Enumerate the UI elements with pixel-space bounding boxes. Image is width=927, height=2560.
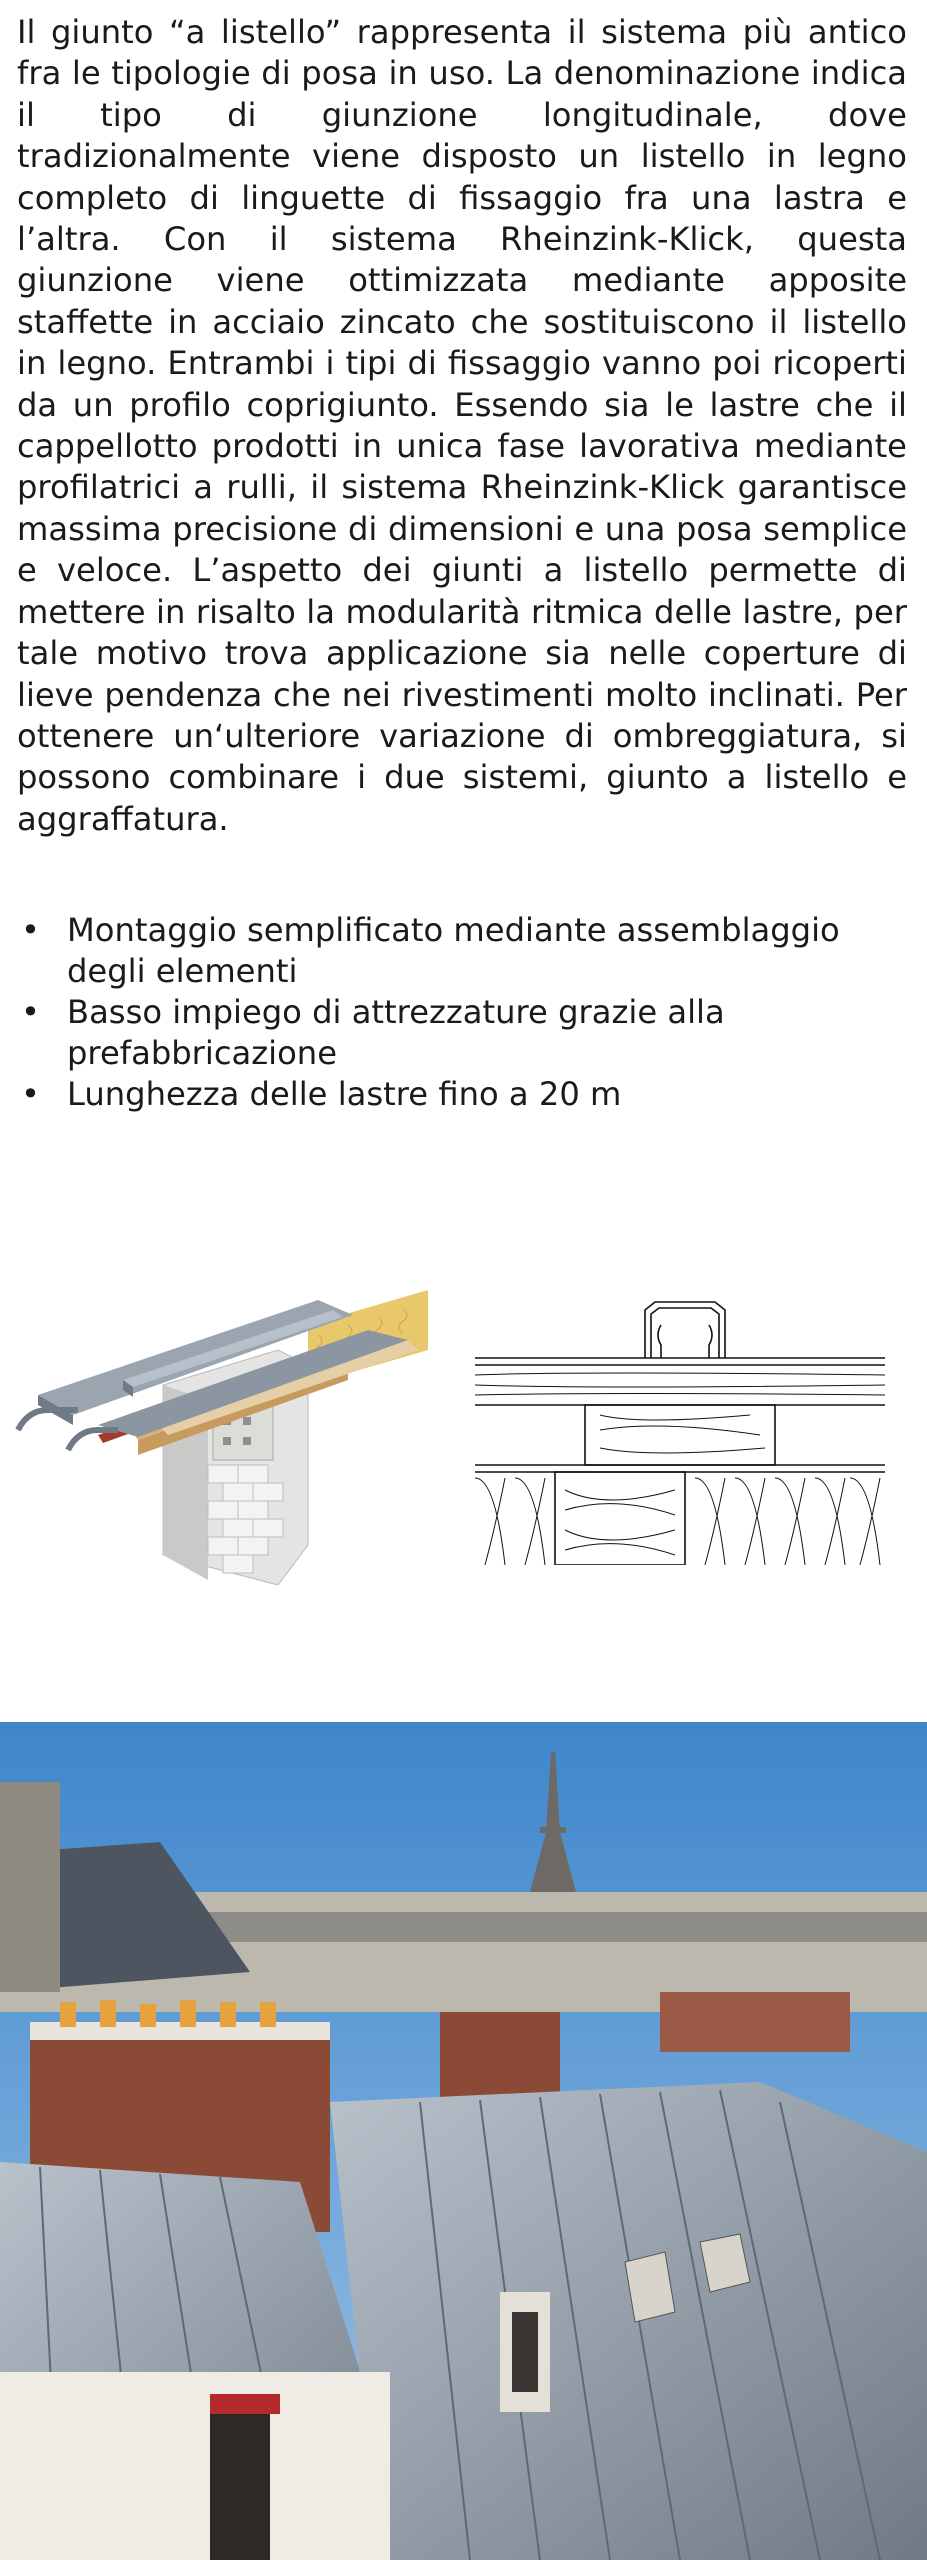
- list-item-text: Lunghezza delle lastre fino a 20 m: [67, 1075, 622, 1113]
- bullet-icon: •: [21, 1075, 40, 1113]
- bullet-icon: •: [21, 993, 40, 1031]
- list-item: [17, 1074, 907, 1115]
- list-item: [17, 910, 907, 992]
- list-item: [17, 992, 907, 1074]
- list-item-text: Basso impiego di attrezzature grazie alla prefabbricazione: [67, 993, 725, 1072]
- list-item-text: Montaggio semplificato mediante assemblaggio degli elementi: [67, 911, 840, 990]
- feature-list: [17, 910, 907, 1115]
- paris-rooftops-photo: [0, 1722, 927, 2560]
- batten-seam-section-drawing: [475, 1300, 885, 1565]
- roof-cutaway-illustration: [8, 1255, 448, 1585]
- bullet-icon: •: [21, 911, 40, 949]
- body-paragraph: Il giunto “a listello” rappresenta il sistema più antico fra le tipologie di posa in uso. La denominazione indica il tipo di giunzione longitudinale, dove tradizionalmente viene disposto un listello in legno completo di linguette di fissaggio fra una lastra e l’altra. Con il sistema Rheinzink-Klick, questa giunzione viene ottimizzata mediante apposite staffette in acciaio zincato che sostituiscono il listello in legno. Entrambi i tipi di fissaggio vanno poi ricoperti da un profilo coprigiunto. Essendo sia le lastre che il cappellotto prodotti in unica fase lavorativa mediante profilatrici a rulli, il sistema Rheinzink-Klick garantisce massima precisione di dimensioni e una posa semplice e veloce. L’aspetto dei giunti a listello permette di mettere in risalto la modularità ritmica delle lastre, per tale motivo trova applicazione sia nelle coperture di lieve pendenza che nei rivestimenti molto inclinati. Per ottenere un‘ulteriore variazione di ombreggiatura, si possono combinare i due sistemi, giunto a listello e aggraffatura.: [17, 13, 907, 838]
